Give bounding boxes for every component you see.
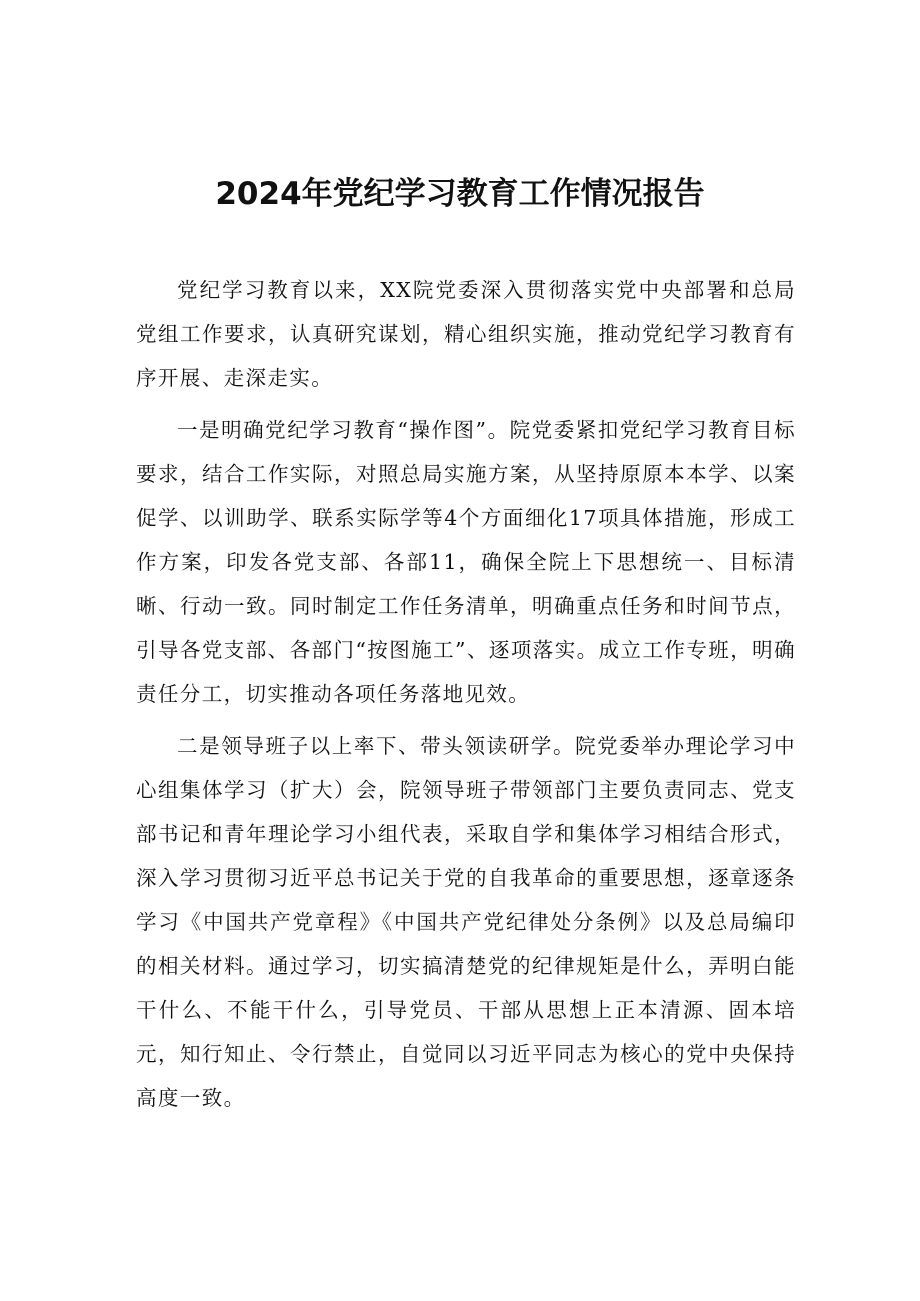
paragraph-point-two: 二是领导班子以上率下、带头领读研学。院党委举办理论学习中心组集体学习（扩大）会，院领导班子带领部门主要负责同志、党支部书记和青年理论学习小组代表，采取自学和集体学习相结合形式，深入学习贯彻习近平总书记关于党的自我革命的重要思想，逐章逐条学习《中国共产党章程》《中国共产党纪律处分条例》以及总局编印的相关材料。通过学习，切实搞清楚党的纪律规矩是什么，弄明白能干什么、不能干什么，引导党员、干部从思想上正本清源、固本培元，知行知止、令行禁止，自觉同以习近平同志为核心的党中央保持高度一致。 (136, 734, 796, 1110)
paragraph-intro: 党纪学习教育以来，XX院党委深入贯彻落实党中央部署和总局党组工作要求，认真研究谋划，精心组织实施，推动党纪学习教育有序开展、走深走实。 (136, 278, 796, 390)
paragraph-point-one: 一是明确党纪学习教育“操作图”。院党委紧扣党纪学习教育目标要求，结合工作实际，对照总局实施方案，从坚持原原本本学、以案促学、以训助学、联系实际学等4个方面细化17项具体措施，形成工作方案，印发各党支部、各部11，确保全院上下思想统一、目标清晰、行动一致。同时制定工作任务清单，明确重点任务和时间节点，引导各党支部、各部门“按图施工”、逐项落实。成立工作专班，明确责任分工，切实推动各项任务落地见效。 (136, 418, 796, 706)
document-title: 2024年党纪学习教育工作情况报告 (215, 176, 705, 212)
document-body (136, 268, 796, 1128)
